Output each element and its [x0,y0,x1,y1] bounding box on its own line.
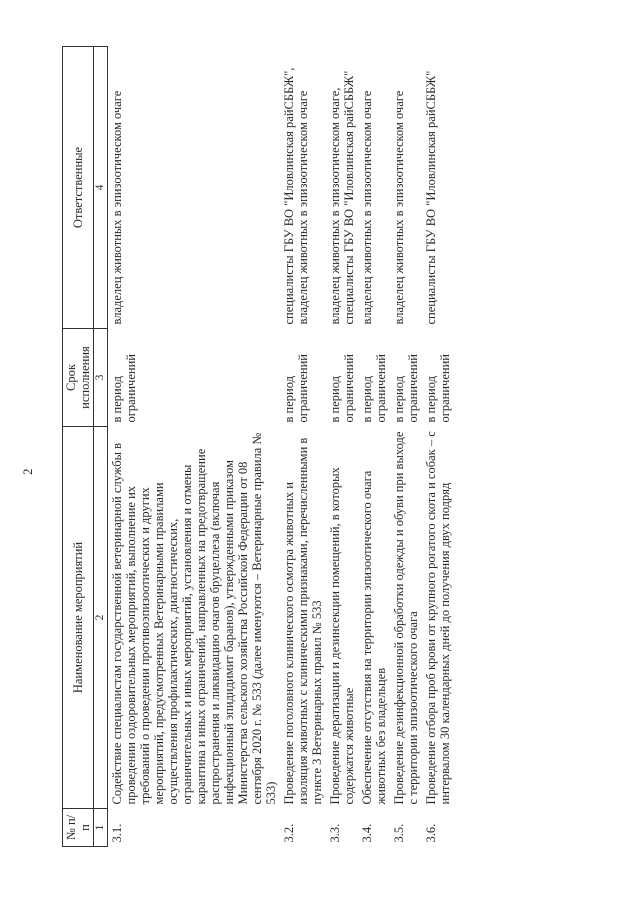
table-row [390,47,422,847]
row-number: 3.6. [423,823,438,843]
row-activity: Проведение поголовного клинического осмотра животных и изоляция животных с клиническими признаками, перечисленными в пункте 3 Ветеринарных правил № 533 [281,437,324,805]
row-term: в период ограничений [359,354,388,423]
row-responsible: владелец животных в эпизоотическом очаге [359,90,374,325]
row-term: в период ограничений [109,354,138,423]
row-responsible: специалисты ГБУ ВО "Иловлинская райСББЖ", владелец животных в эпизоотическом очаге [281,67,310,325]
row-activity: Содействие специалистам государственной ветеринарной службы в проведении оздоровительных мероприятий, выполнение их требований о проведении противоэпизоотических и других мероприятий, предусмотренных Ветеринарными правилами осуществления профилактических, диагностических, ограничительных и иных мероприятий, установления и отмены карантина и иных ограничений, направленных на предотвращение распространения и ликвидацию очагов бруцеллеза (включая инфекционный эпидидимит баранов), утвержденными приказом Министерства сельского хозяйства Российской Федерации от 08 сентября 2020 г. № 533 (далее именуются – Ветеринарные правила № 533) [109,432,278,805]
column-number: 4 [94,47,108,329]
row-term: в период ограничений [423,354,452,423]
row-responsible: владелец животных в эпизоотическом очаге [391,90,406,325]
table-row [107,47,280,847]
table-row [280,47,326,847]
row-number: 3.4. [359,823,374,843]
row-term: в период ограничений [391,354,420,423]
row-activity: Проведение дезинфекционной обработки одежды и обуви при выходе с территории эпизоотического очага [391,431,420,805]
row-activity: Проведение отбора проб крови от крупного рогатого скота и собак – с интервалом 30 календарных дней до получения двух подряд [423,431,452,805]
table-row [326,47,358,847]
header-activity: Наименование мероприятий [63,427,94,809]
row-responsible: владелец животных в эпизоотическом очаге, специалисты ГБУ ВО "Иловлинская райСББЖ" [327,70,356,325]
row-number: 3.3. [327,823,342,843]
row-responsible: специалисты ГБУ ВО "Иловлинская райСББЖ" [423,70,438,325]
table-header-row [63,47,94,847]
column-number: 3 [94,329,108,427]
measures-table [62,46,454,847]
column-number-row [94,47,108,847]
table-row [422,47,454,847]
header-responsible: Ответственные [63,47,94,329]
row-activity: Проведение дератизации и дезинсекции помещений, в которых содержатся животные [327,467,356,805]
row-term: в период ограничений [327,354,356,423]
row-term: в период ограничений [281,354,310,423]
row-number: 3.1. [109,823,124,843]
row-activity: Обеспечение отсутствия на территории эпизоотического очага животных без владельцев [359,470,388,805]
page-number: 2 [20,468,35,475]
row-number: 3.5. [391,823,406,843]
table-row [358,47,390,847]
row-number: 3.2. [281,823,296,843]
row-responsible: владелец животных в эпизоотическом очаге [109,90,124,325]
header-num: № п/п [63,809,94,847]
column-number: 1 [94,809,108,847]
column-number: 2 [94,427,108,809]
header-term: Срок исполнения [63,329,94,427]
